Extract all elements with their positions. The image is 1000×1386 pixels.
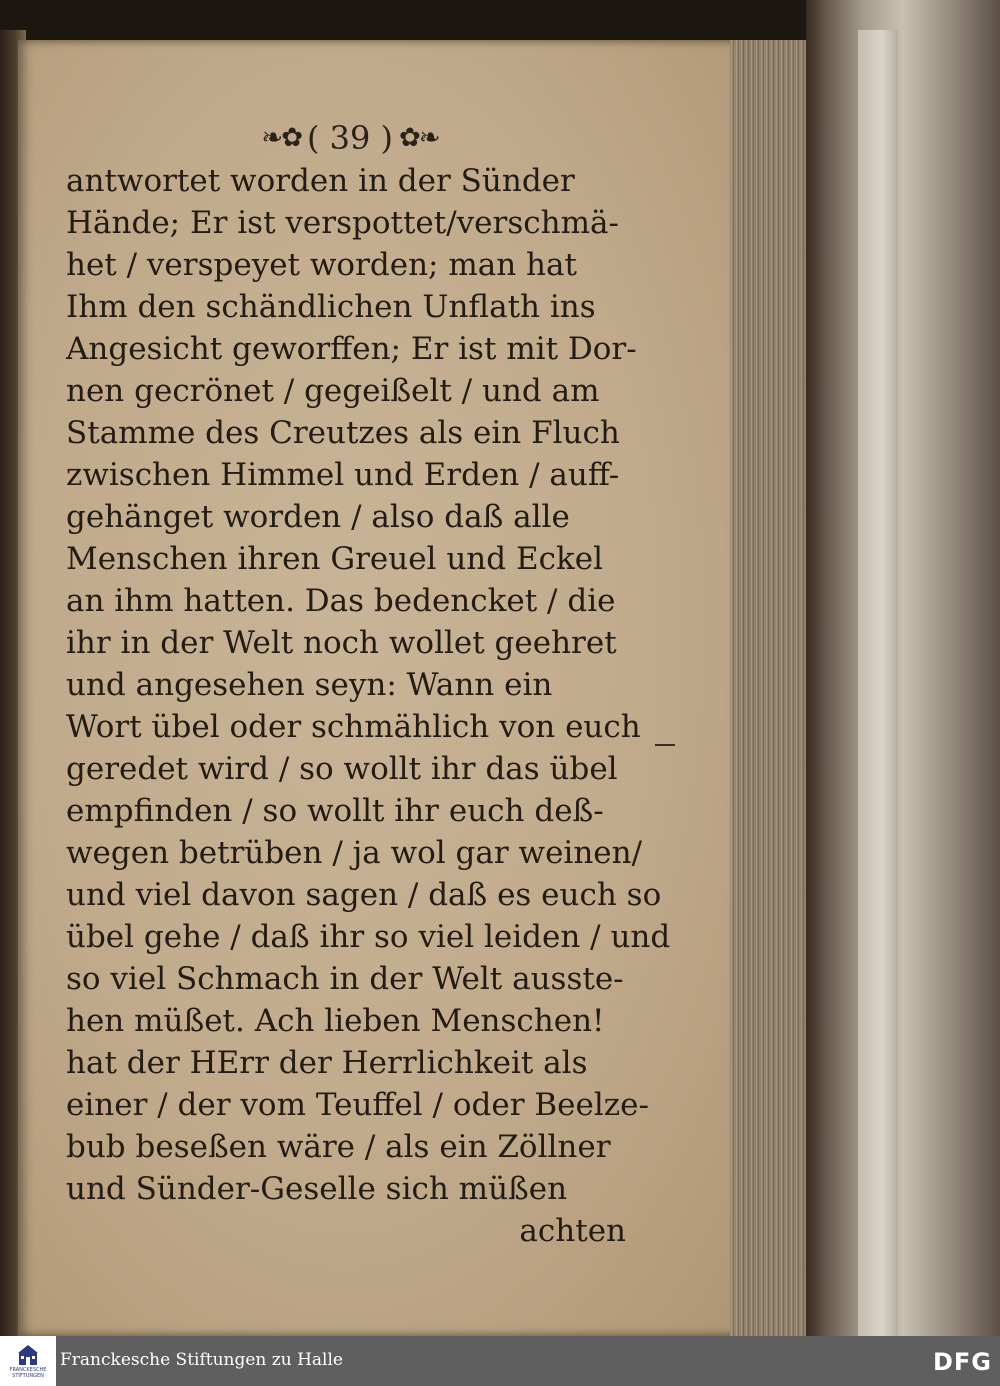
text-line: einer / der vom Teuffel / oder Beelze-	[66, 1087, 649, 1123]
text-line: het / verspeyet worden; man hat	[66, 247, 577, 283]
text-line: Menschen ihren Greuel und Eckel	[66, 541, 603, 577]
text-line: so viel Schmach in der Welt ausste-	[66, 961, 624, 997]
text-line: und viel davon sagen / daß es euch so	[66, 877, 662, 913]
ornament-right-icon: ✿❧	[399, 123, 439, 153]
text-line: hat der HErr der Herrlichkeit als	[66, 1045, 588, 1081]
page-edges	[730, 40, 808, 1336]
page-number: ( 39 )	[306, 119, 394, 157]
margin-mark	[655, 744, 675, 746]
text-line: Hände; Er ist verspottet/verschmä-	[66, 205, 619, 241]
text-line: wegen betrüben / ja wol gar weinen/	[66, 835, 643, 871]
text-line: empfinden / so wollt ihr euch deß-	[66, 793, 604, 829]
logo-text-line2: STIFTUNGEN	[12, 1373, 44, 1379]
institution-name: Franckesche Stiftungen zu Halle	[60, 1350, 343, 1370]
text-line: ihr in der Welt noch wollet geehret	[66, 625, 617, 661]
text-line: antwortet worden in der Sünder	[66, 163, 575, 199]
text-line: Wort übel oder schmählich von euch	[66, 709, 641, 745]
book-spine-highlight	[858, 30, 898, 1336]
text-line: bub beseßen wäre / als ein Zöllner	[66, 1129, 611, 1165]
page-text	[66, 160, 671, 1252]
book-spine	[806, 0, 1000, 1336]
text-line: nen gecrönet / gegeißelt / und am	[66, 373, 600, 409]
text-line: Ihm den schändlichen Unflath ins	[66, 289, 596, 325]
text-line: geredet wird / so wollt ihr das übel	[66, 751, 618, 787]
text-line: und Sünder-Geselle sich müßen	[66, 1171, 568, 1207]
ornament-left-icon: ❧✿	[261, 123, 301, 153]
text-line: übel gehe / daß ihr so viel leiden / und	[66, 919, 671, 955]
page-header	[230, 118, 470, 158]
francke-building-icon	[17, 1343, 39, 1367]
text-line: und angesehen seyn: Wann ein	[66, 667, 553, 703]
francke-logo[interactable]	[0, 1336, 56, 1386]
logo-text-line1: FRANCKESCHE	[9, 1367, 47, 1373]
footer-bar	[0, 1336, 1000, 1386]
catchword: achten	[519, 1213, 626, 1249]
text-line: Stamme des Creutzes als ein Fluch	[66, 415, 620, 451]
text-line: zwischen Himmel und Erden / auff-	[66, 457, 620, 493]
text-line: gehänget worden / also daß alle	[66, 499, 570, 535]
text-line: an ihm hatten. Das bedencket / die	[66, 583, 616, 619]
dfg-logo[interactable]: DFG	[932, 1348, 992, 1376]
text-line: Angesicht geworffen; Er ist mit Dor-	[66, 331, 637, 367]
text-line: hen müßet. Ach lieben Menschen!	[66, 1003, 605, 1039]
